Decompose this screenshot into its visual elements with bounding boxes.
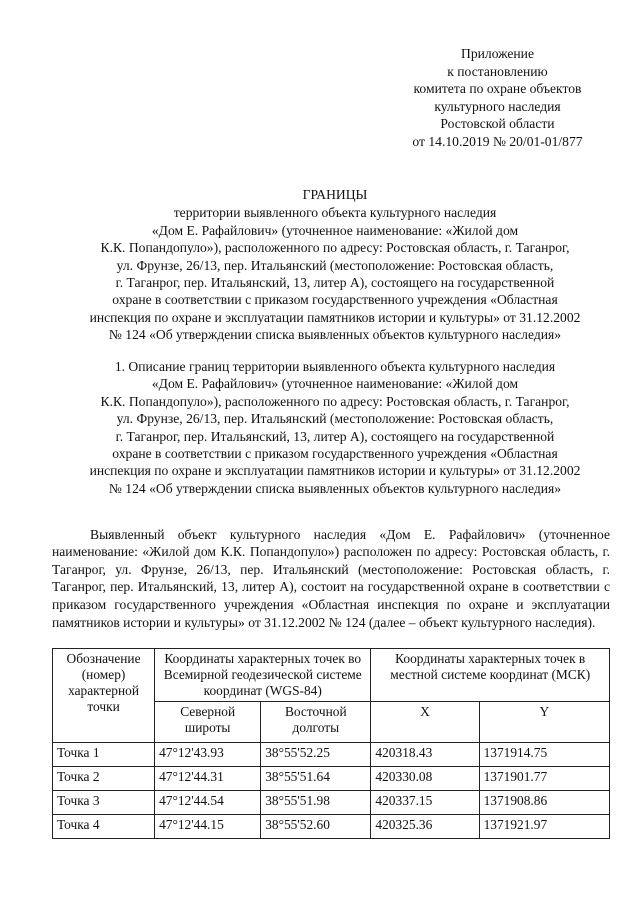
- title-line: № 124 «Об утверждении списка выявленных объектов культурного наследия»: [108, 327, 562, 343]
- cell-y: 1371914.75: [479, 743, 609, 767]
- header-x: X: [371, 702, 479, 743]
- appendix-line: к постановлению: [447, 63, 548, 79]
- title-line: ул. Фрунзе, 26/13, пер. Итальянский (местоположение: Ростовская область,: [116, 257, 554, 273]
- cell-y: 1371921.97: [479, 815, 609, 839]
- section-heading: [60, 358, 610, 497]
- header-point: Обозначение (номер) характерной точки: [53, 649, 155, 743]
- section-line: К.К. Попандопуло»), расположенного по адресу: Ростовская область, г. Таганрог,: [100, 393, 570, 409]
- header-east: Восточной долготы: [261, 702, 371, 743]
- cell-north: 47°12'44.31: [155, 767, 261, 791]
- table-header-row: [53, 649, 610, 702]
- appendix-line: от 14.10.2019 № 20/01-01/877: [412, 133, 583, 149]
- appendix-line: культурного наследия: [434, 98, 561, 114]
- section-line: инспекция по охране и эксплуатации памятников истории и культуры» от 31.12.2002: [89, 463, 581, 479]
- table-row: [53, 767, 610, 791]
- cell-x: 420330.08: [371, 767, 479, 791]
- cell-x: 420325.36: [371, 815, 479, 839]
- cell-north: 47°12'44.54: [155, 791, 261, 815]
- title-line: г. Таганрог, пер. Итальянский, 13, литер А), состоящего на государственной: [115, 275, 555, 291]
- title-line: «Дом Е. Рафайлович» (уточненное наименование: «Жилой дом: [151, 222, 519, 238]
- cell-north: 47°12'44.15: [155, 815, 261, 839]
- section-line: охране в соответствии с приказом государственного учреждения «Областная: [112, 446, 558, 462]
- cell-y: 1371908.86: [479, 791, 609, 815]
- title-heading: ГРАНИЦЫ: [302, 187, 368, 202]
- header-msk: Координаты характерных точек в местной системе координат (МСК): [371, 649, 610, 702]
- title-line: территории выявленного объекта культурного наследия: [173, 205, 497, 221]
- cell-x: 420337.15: [371, 791, 479, 815]
- cell-y: 1371901.77: [479, 767, 609, 791]
- header-north: Северной широты: [155, 702, 261, 743]
- header-y: Y: [479, 702, 609, 743]
- cell-east: 38°55'52.60: [261, 815, 371, 839]
- cell-north: 47°12'43.93: [155, 743, 261, 767]
- appendix-line: Приложение: [461, 46, 534, 61]
- table-row: [53, 791, 610, 815]
- cell-point: Точка 3: [53, 791, 155, 815]
- document-title: [60, 186, 610, 344]
- table-row: [53, 743, 610, 767]
- table-row: [53, 815, 610, 839]
- cell-point: Точка 1: [53, 743, 155, 767]
- body-paragraph: Выявленный объект культурного наследия «Дом Е. Рафайлович» (уточненное наименование: «Жилой дом К.К. Попандопуло») расположен по адресу: Ростовская область, г. Таганрог, ул. Фрунзе, 26/13, пер. Итальянский (местоположение: Ростовская область, г. Таганрог, пер. Итальянский, 13, литер А), состоит на государственной охране в соответствии с приказом государственного учреждения «Областная инспекция по охране и эксплуатации памятников истории и культуры» от 31.12.2002 № 124 (далее – объект культурного наследия).: [52, 526, 610, 630]
- cell-east: 38°55'51.98: [261, 791, 371, 815]
- section-line: ул. Фрунзе, 26/13, пер. Итальянский (местоположение: Ростовская область,: [116, 411, 554, 427]
- header-wgs: Координаты характерных точек во Всемирной геодезической системе координат (WGS-84): [155, 649, 371, 702]
- section-line: г. Таганрог, пер. Итальянский, 13, литер А), состоящего на государственной: [115, 428, 555, 444]
- title-line: К.К. Попандопуло»), расположенного по адресу: Ростовская область, г. Таганрог,: [100, 240, 570, 256]
- title-line: инспекция по охране и эксплуатации памятников истории и культуры» от 31.12.2002: [89, 309, 581, 325]
- cell-east: 38°55'51.64: [261, 767, 371, 791]
- cell-point: Точка 2: [53, 767, 155, 791]
- section-line: № 124 «Об утверждении списка выявленных объектов культурного наследия»: [108, 480, 562, 496]
- cell-east: 38°55'52.25: [261, 743, 371, 767]
- cell-x: 420318.43: [371, 743, 479, 767]
- coordinates-table: [52, 648, 610, 839]
- appendix-line: комитета по охране объектов: [413, 81, 582, 96]
- cell-point: Точка 4: [53, 815, 155, 839]
- appendix-header: [385, 45, 610, 150]
- appendix-line: Ростовской области: [440, 116, 555, 131]
- title-line: охране в соответствии с приказом государственного учреждения «Областная: [112, 292, 558, 308]
- section-line: «Дом Е. Рафайлович» (уточненное наименование: «Жилой дом: [151, 376, 519, 392]
- section-line: 1. Описание границ территории выявленного объекта культурного наследия: [114, 359, 556, 374]
